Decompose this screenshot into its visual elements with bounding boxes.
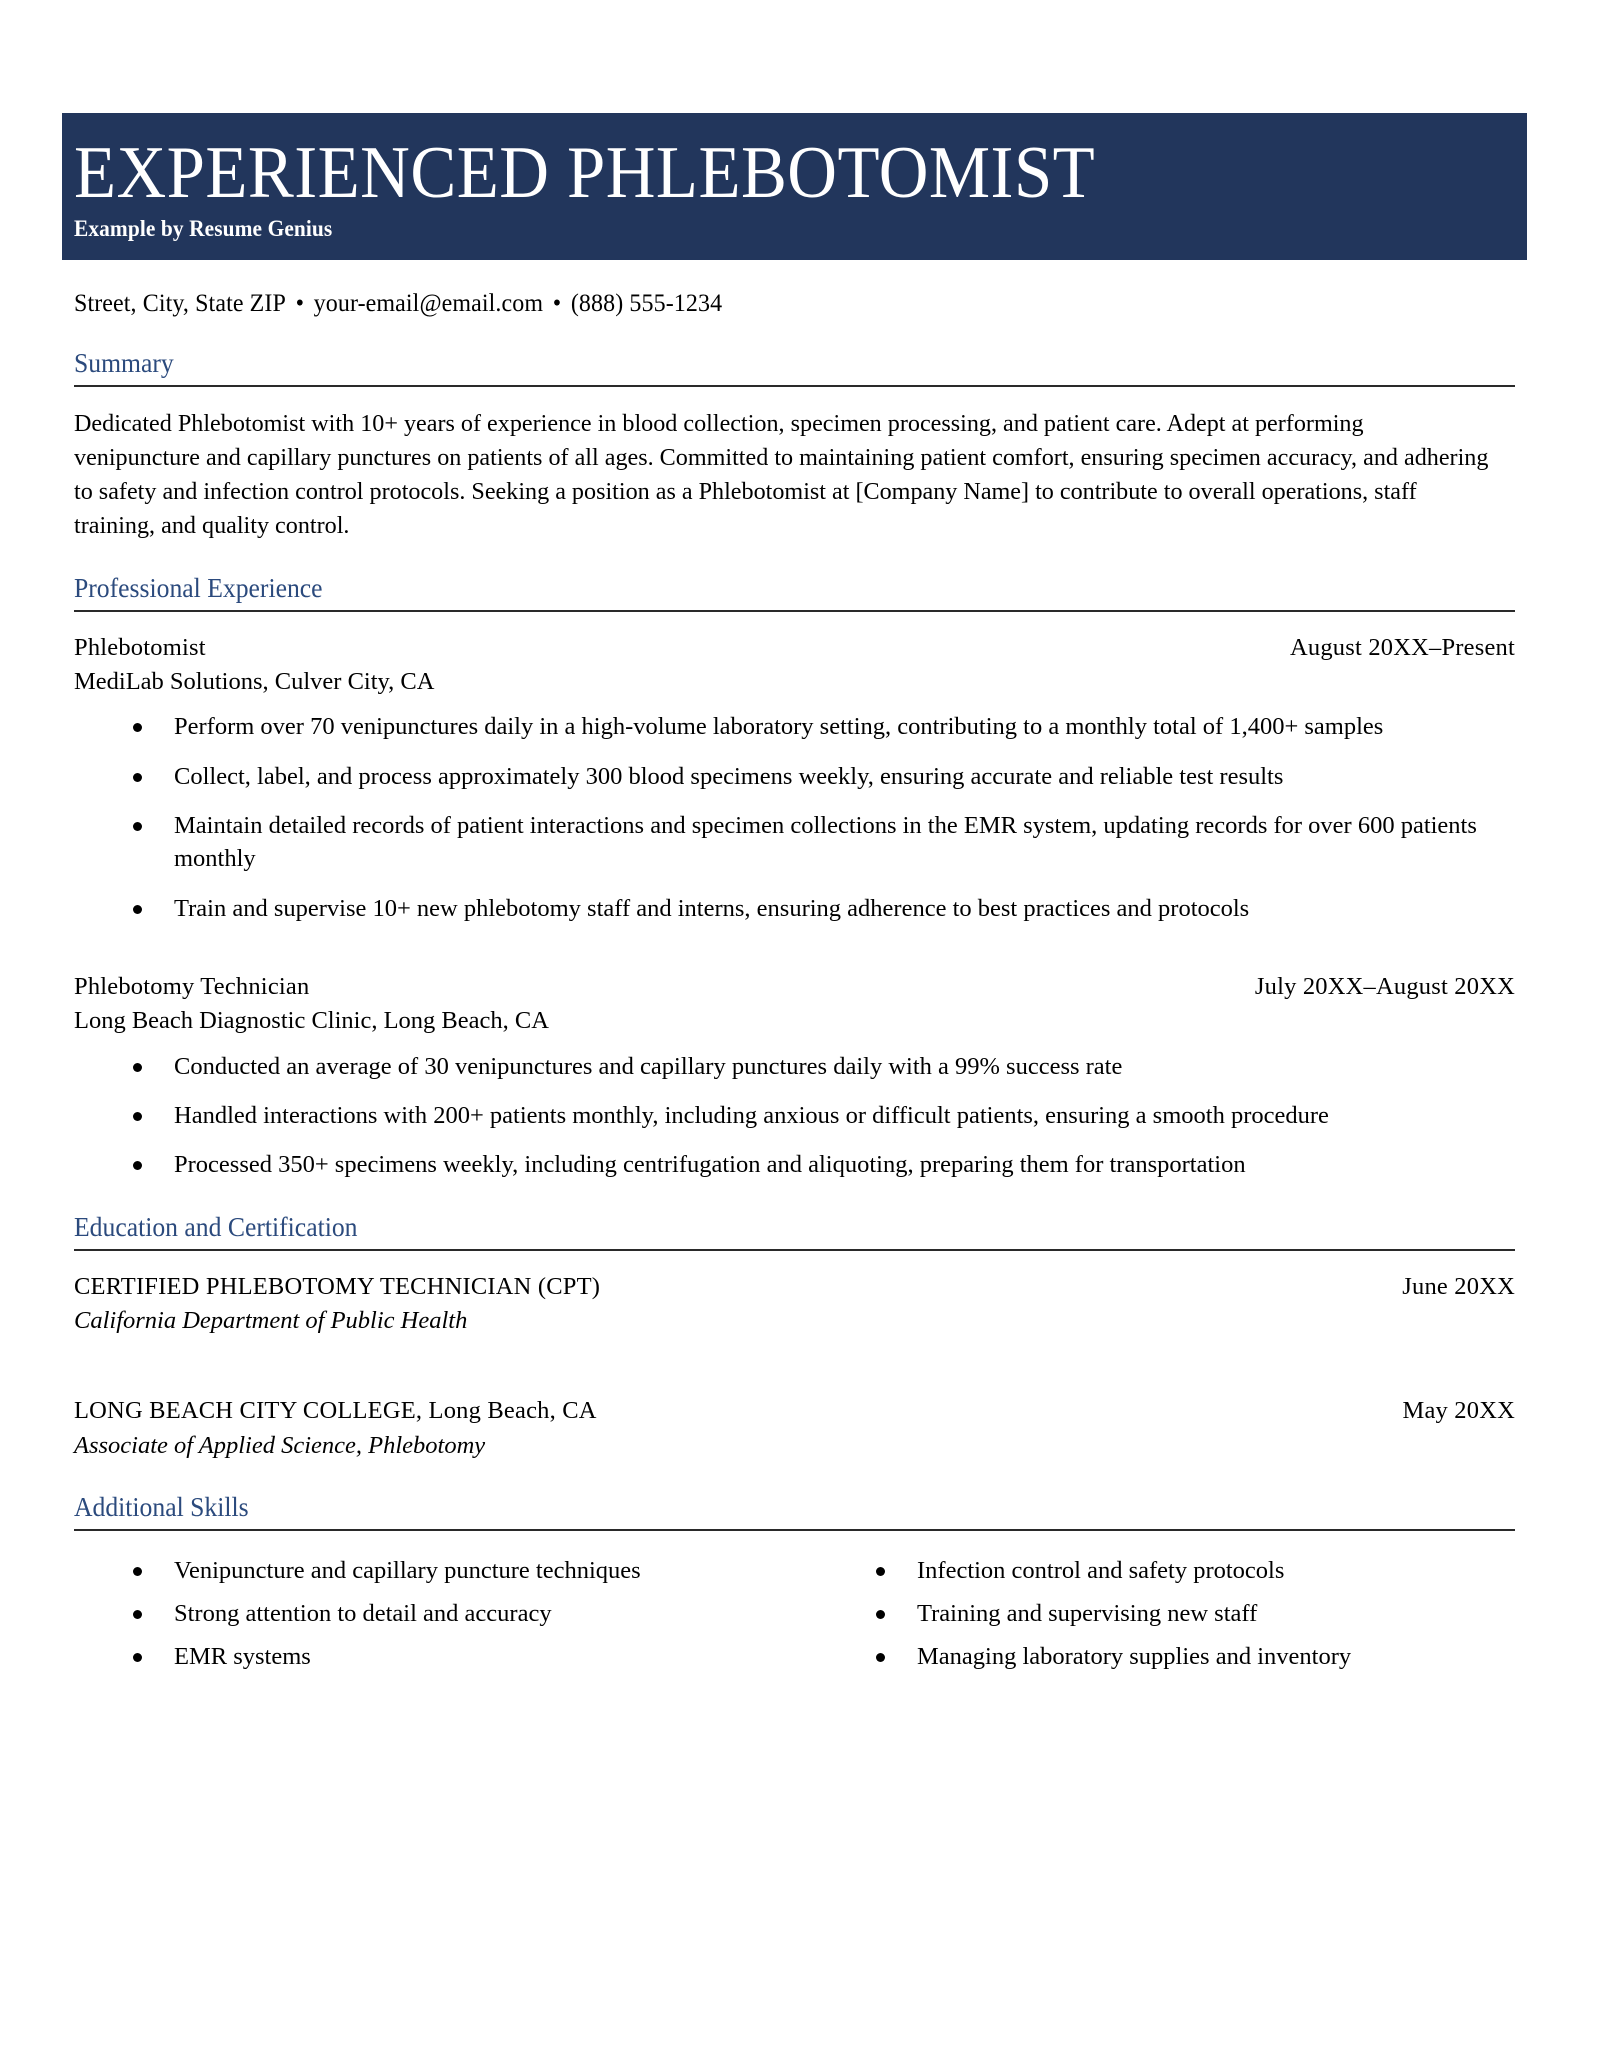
experience-employer: Long Beach Diagnostic Clinic, Long Beach, CA (74, 1007, 549, 1035)
education-entry-header (74, 1271, 1515, 1303)
skills-list-right (872, 1555, 1515, 1674)
education-credential: LONG BEACH CITY COLLEGE, Long Beach, CA (74, 1397, 597, 1425)
section-heading-education: Education and Certification (74, 1211, 358, 1242)
experience-entry (74, 632, 1515, 925)
experience-bullet: Collect, label, and process approximately 300 blood specimens weekly, ensuring accurate and reliable test results (129, 760, 1504, 793)
summary-paragraph: Dedicated Phlebotomist with 10+ years of experience in blood collection, specimen processing, and patient care. Adept at performing venipuncture and capillary punctures on patients of all ages. Committed to maintaining patient comfort, ensuring specimen accuracy, and adhering to safety and infection control protocols. Seeking a position as a Phlebotomist at [Company Name] to contribute to overall operations, staff training, and quality control. (74, 409, 1489, 539)
skill-item: Infection control and safety protocols (872, 1555, 1515, 1587)
section-heading-summary: Summary (74, 347, 174, 378)
experience-job-title: Phlebotomist (74, 633, 206, 661)
education-credential: CERTIFIED PHLEBOTOMY TECHNICIAN (CPT) (74, 1272, 601, 1300)
skills-column-right (822, 1555, 1515, 1685)
section-heading-experience: Professional Experience (74, 572, 323, 603)
header-banner (62, 113, 1527, 260)
skill-item: Venipuncture and capillary puncture techniques (129, 1555, 822, 1587)
contact-separator-2: • (552, 289, 562, 317)
skills-list-left (129, 1555, 822, 1674)
section-rule-summary (74, 385, 1515, 387)
section-rule-experience (74, 610, 1515, 612)
header-subtitle: Example by Resume Genius (74, 215, 333, 241)
section-heading-skills: Additional Skills (74, 1491, 249, 1522)
section-rule-education (74, 1249, 1515, 1251)
education-institution: Associate of Applied Science, Phlebotomy (74, 1431, 486, 1459)
experience-job-title: Phlebotomy Technician (74, 972, 310, 1000)
header-banner-inner (62, 132, 1527, 242)
education-date: June 20XX (1402, 1272, 1515, 1300)
section-rule-skills (74, 1529, 1515, 1531)
skill-item: EMR systems (129, 1641, 822, 1673)
contact-line (74, 260, 1457, 318)
experience-bullet-list (74, 1050, 1515, 1182)
experience-bullet: Train and supervise 10+ new phlebotomy staff and interns, ensuring adherence to best practices and protocols (129, 892, 1504, 925)
experience-entry-header (74, 971, 1515, 1003)
experience-job-date: August 20XX–Present (1290, 633, 1515, 661)
experience-bullet: Conducted an average of 30 venipunctures and capillary punctures daily with a 99% success rate (129, 1050, 1504, 1083)
section-summary (74, 348, 1515, 543)
contact-address: Street, City, State ZIP (74, 289, 286, 317)
experience-bullet: Maintain detailed records of patient interactions and specimen collections in the EMR system, updating records for over 600 patients monthly (129, 809, 1504, 876)
section-education (74, 1212, 1515, 1462)
education-entry (74, 1271, 1515, 1338)
experience-employer: MediLab Solutions, Culver City, CA (74, 668, 435, 696)
skill-item: Training and supervising new staff (872, 1598, 1515, 1630)
experience-job-date: July 20XX–August 20XX (1254, 972, 1515, 1000)
education-entry (74, 1395, 1515, 1462)
skills-columns (74, 1551, 1515, 1685)
experience-entry-header (74, 632, 1515, 664)
candidate-name: EXPERIENCED PHLEBOTOMIST (74, 132, 1096, 214)
education-entry-header (74, 1395, 1515, 1427)
experience-bullet: Handled interactions with 200+ patients monthly, including anxious or difficult patients, ensuring a smooth procedure (129, 1099, 1504, 1132)
section-skills (74, 1492, 1515, 1685)
section-experience (74, 573, 1515, 1182)
contact-email[interactable]: your-email@email.com (313, 289, 544, 317)
skill-item: Strong attention to detail and accuracy (129, 1598, 822, 1630)
experience-bullet-list (74, 710, 1515, 925)
experience-entry (74, 971, 1515, 1182)
education-date: May 20XX (1402, 1397, 1515, 1425)
contact-separator-1: • (295, 289, 305, 317)
skills-column-left (129, 1555, 822, 1685)
education-institution: California Department of Public Health (74, 1306, 468, 1334)
contact-phone[interactable]: (888) 555-1234 (570, 289, 723, 317)
experience-bullet: Perform over 70 venipunctures daily in a high-volume laboratory setting, contributing to a monthly total of 1,400+ samples (129, 710, 1504, 743)
skill-item: Managing laboratory supplies and inventory (872, 1641, 1515, 1673)
experience-bullet: Processed 350+ specimens weekly, including centrifugation and aliquoting, preparing them for transportation (129, 1148, 1504, 1181)
resume-content (62, 260, 1527, 1685)
